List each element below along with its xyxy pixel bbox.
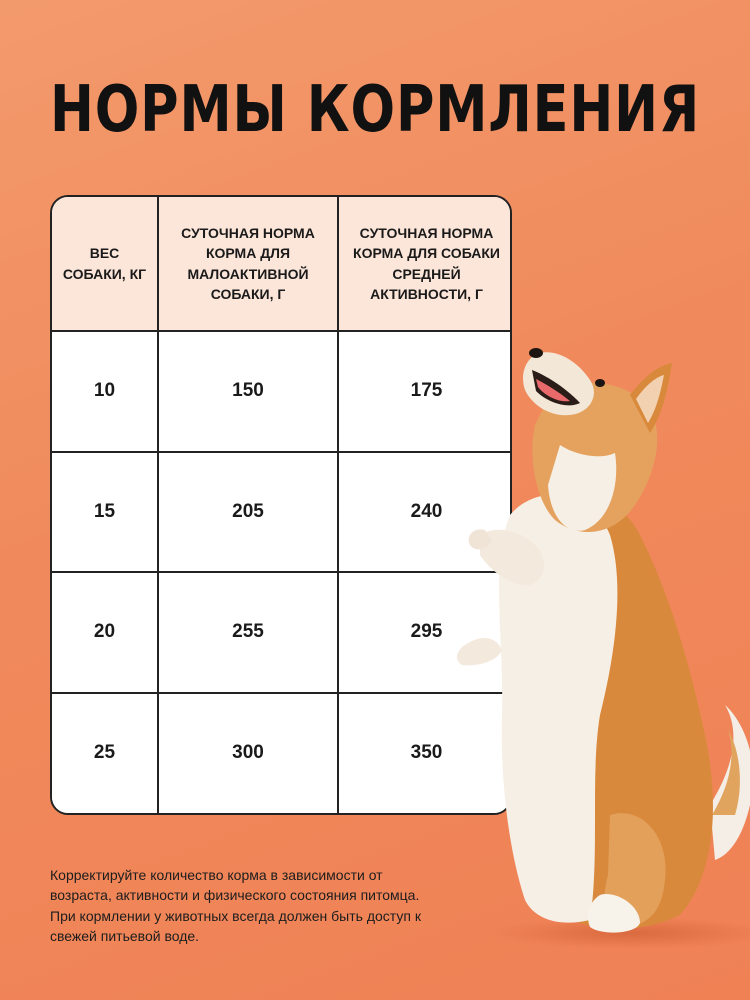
table-header-row — [52, 197, 512, 331]
cell-medium-activity: 350 — [338, 693, 512, 814]
cell-medium-activity: 175 — [338, 331, 512, 452]
header-medium-activity: СУТОЧНАЯ НОРМА КОРМА ДЛЯ СОБАКИ СРЕДНЕЙ АКТИВНОСТИ, Г — [338, 197, 512, 331]
cell-medium-activity: 295 — [338, 572, 512, 693]
cell-weight: 10 — [52, 331, 158, 452]
header-low-activity: СУТОЧНАЯ НОРМА КОРМА ДЛЯ МАЛОАКТИВНОЙ СОБАКИ, Г — [158, 197, 338, 331]
cell-weight: 25 — [52, 693, 158, 814]
cell-low-activity: 150 — [158, 331, 338, 452]
cell-low-activity: 255 — [158, 572, 338, 693]
cell-low-activity: 300 — [158, 693, 338, 814]
header-weight: ВЕС СОБАКИ, КГ — [52, 197, 158, 331]
feeding-note: Корректируйте количество корма в зависимости от возраста, активности и физического состояния питомца. При кормлении у животных всегда должен быть доступ к свежей питьевой воде. — [50, 867, 421, 944]
cell-low-activity: 205 — [158, 452, 338, 573]
corgi-dog-image — [440, 335, 750, 955]
cell-weight: 20 — [52, 572, 158, 693]
cell-weight: 15 — [52, 452, 158, 573]
cell-medium-activity: 240 — [338, 452, 512, 573]
page-title: НОРМЫ КОРМЛЕНИЯ — [50, 73, 701, 147]
